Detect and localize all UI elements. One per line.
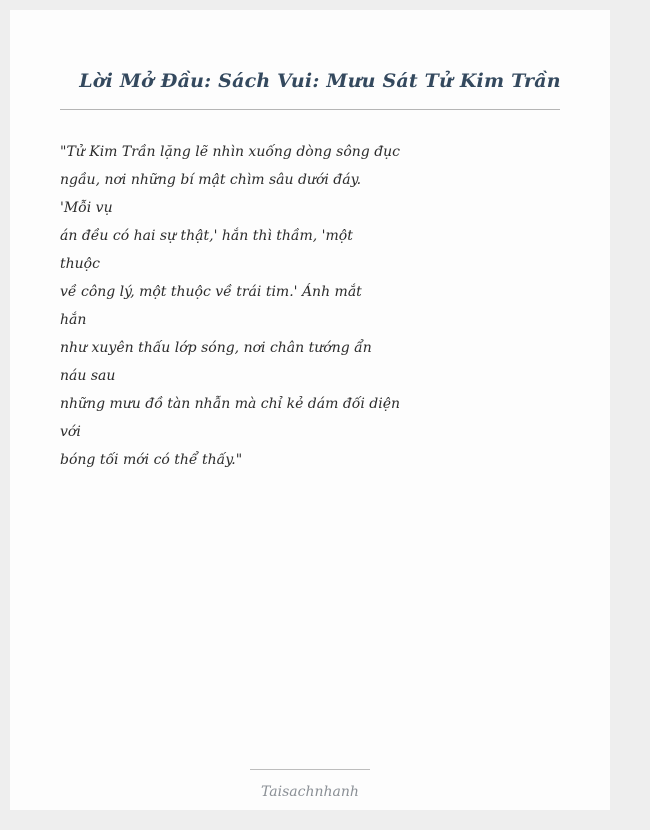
- text-line: bóng tối mới có thể thấy.": [60, 452, 243, 468]
- text-line: như xuyên thấu lớp sóng, nơi chân tướng ẩn: [60, 340, 372, 356]
- text-line: về công lý, một thuộc về trái tim.' Ánh mắt: [60, 284, 362, 300]
- page-title: Lời Mở Đầu: Sách Vui: Mưu Sát Tử Kim Trần: [79, 70, 561, 92]
- text-line: án đều có hai sự thật,' hắn thì thầm, 'một: [60, 228, 353, 244]
- text-line: hắn: [60, 312, 87, 328]
- text-line: thuộc: [60, 256, 100, 272]
- title-divider: [60, 109, 560, 110]
- text-line: những mưu đồ tàn nhẫn mà chỉ kẻ dám đối diện: [60, 396, 401, 412]
- text-line: với: [60, 424, 81, 440]
- text-line: 'Mỗi vụ: [60, 200, 113, 216]
- text-line: náu sau: [60, 368, 116, 384]
- footer-source: Taisachnhanh: [261, 784, 359, 800]
- text-line: ngầu, nơi những bí mật chìm sâu dưới đáy.: [60, 172, 362, 188]
- document-page: [10, 10, 610, 810]
- text-line: "Tử Kim Trần lặng lẽ nhìn xuống dòng sông đục: [60, 144, 401, 160]
- footer-divider: [250, 769, 370, 770]
- excerpt-text: [60, 138, 401, 474]
